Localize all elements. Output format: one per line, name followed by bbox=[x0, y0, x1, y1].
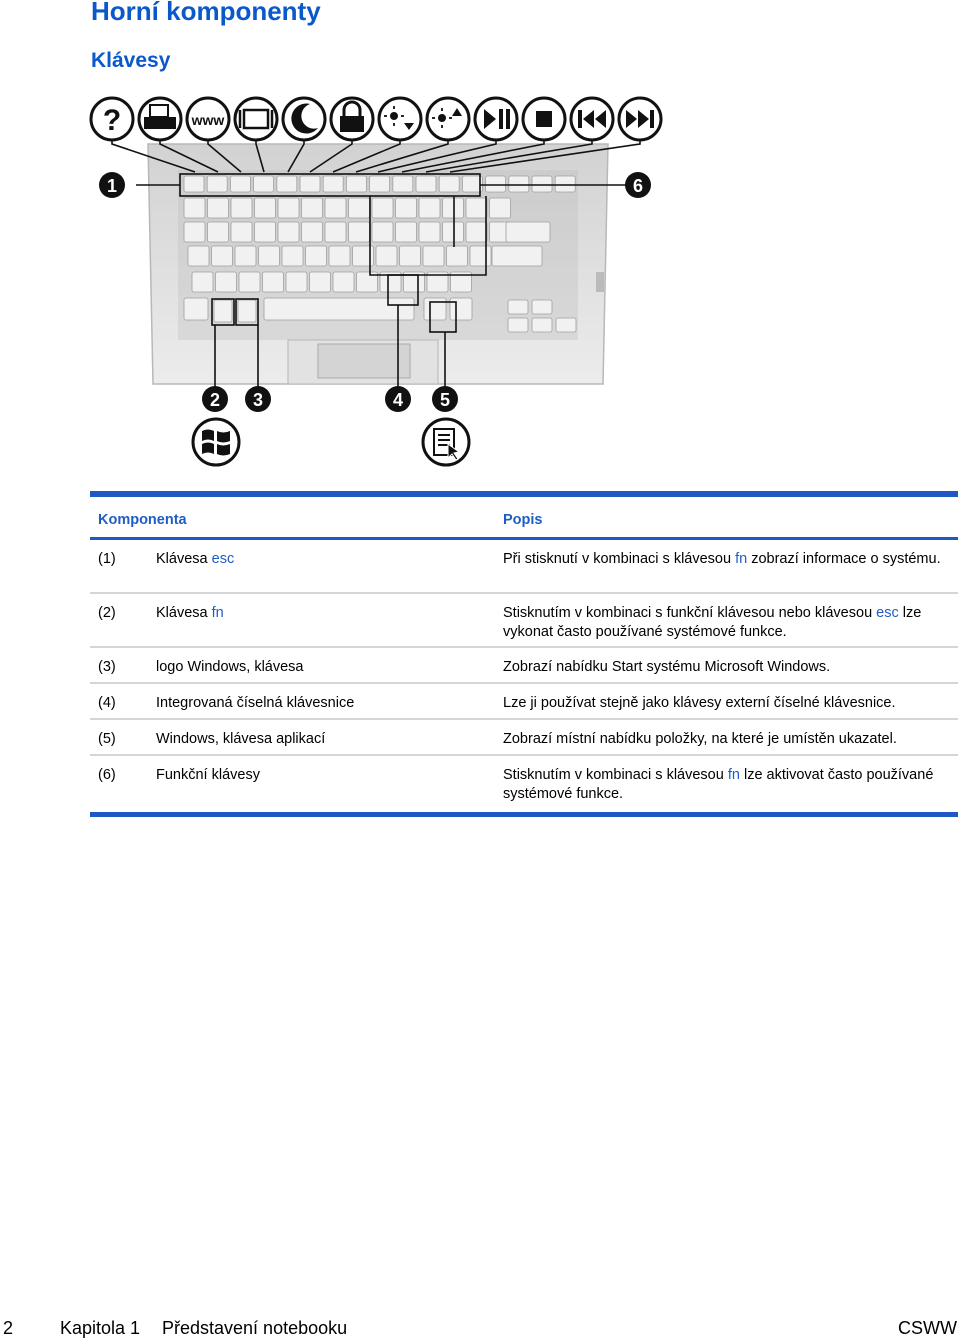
keyboard-key bbox=[263, 272, 284, 292]
row-number: (1) bbox=[98, 551, 116, 567]
keyboard-key bbox=[259, 246, 280, 266]
printer-icon bbox=[139, 98, 181, 140]
footer-code: CSWW bbox=[898, 1318, 957, 1338]
keyboard-key bbox=[212, 246, 233, 266]
keyboard-key bbox=[423, 246, 444, 266]
keyboard-figure bbox=[88, 92, 678, 472]
row-description: Stisknutím v kombinaci s funkční klávesou nebo klávesou esc lze vykonat často používané systémové funkce. bbox=[503, 605, 922, 640]
keyboard-key bbox=[282, 246, 303, 266]
function-key-icons bbox=[91, 98, 661, 140]
keyboard-key bbox=[310, 272, 331, 292]
keyboard-key bbox=[396, 222, 417, 242]
keyboard-key bbox=[508, 300, 528, 314]
keyboard-key bbox=[349, 198, 370, 218]
keyboard-key bbox=[214, 300, 232, 322]
keyboard-key bbox=[207, 176, 227, 192]
row-component: Klávesa esc bbox=[156, 551, 235, 567]
application-menu-icon bbox=[423, 419, 469, 465]
keyboard-key bbox=[506, 222, 550, 242]
keyboard-key bbox=[184, 222, 205, 242]
brightness-up-icon bbox=[427, 98, 469, 140]
keyboard-key bbox=[302, 198, 323, 218]
keyboard-key bbox=[555, 176, 575, 192]
keyboard-key bbox=[466, 198, 487, 218]
keyboard-key bbox=[255, 198, 276, 218]
keyboard-key bbox=[532, 300, 552, 314]
keyboard-key bbox=[372, 222, 393, 242]
keyboard-key bbox=[466, 222, 487, 242]
keyboard-key bbox=[509, 176, 529, 192]
callout-6 bbox=[625, 172, 651, 198]
callout-2 bbox=[202, 386, 228, 412]
keyboard-key bbox=[556, 318, 576, 332]
keyboard-key bbox=[370, 176, 390, 192]
callout-4 bbox=[385, 386, 411, 412]
keyboard-key bbox=[490, 198, 511, 218]
keyboard-key bbox=[333, 272, 354, 292]
row-description: Stisknutím v kombinaci s klávesou fn lze aktivovat často používané systémové funkce. bbox=[503, 767, 934, 802]
header-component: Komponenta bbox=[98, 512, 187, 528]
callout-5 bbox=[432, 386, 458, 412]
table-row bbox=[90, 594, 958, 648]
keyboard-key bbox=[532, 318, 552, 332]
help-icon bbox=[91, 98, 133, 140]
stop-icon bbox=[523, 98, 565, 140]
svg-text:?: ? bbox=[102, 104, 122, 137]
keyboard-key bbox=[329, 246, 350, 266]
previous-track-icon bbox=[571, 98, 613, 140]
keyboard-key bbox=[447, 246, 468, 266]
keyboard-key bbox=[306, 246, 327, 266]
keyboard-key bbox=[325, 222, 346, 242]
sleep-moon-icon bbox=[283, 98, 325, 140]
row-description: Zobrazí místní nabídku položky, na které je umístěn ukazatel. bbox=[503, 731, 897, 747]
keyboard-key bbox=[277, 176, 297, 192]
keyboard-key bbox=[231, 198, 252, 218]
header-description: Popis bbox=[503, 512, 543, 528]
keyboard-key bbox=[325, 198, 346, 218]
keyboard-key bbox=[443, 198, 464, 218]
keyboard-key bbox=[286, 272, 307, 292]
keyboard-key bbox=[323, 176, 343, 192]
keyboard-key bbox=[184, 176, 204, 192]
row-number: (6) bbox=[98, 767, 116, 783]
keyboard-key bbox=[302, 222, 323, 242]
page-number: 2 bbox=[3, 1318, 14, 1338]
keyboard-key bbox=[208, 222, 229, 242]
table-row bbox=[90, 756, 958, 812]
play-pause-icon bbox=[475, 98, 517, 140]
keyboard-key bbox=[238, 300, 256, 322]
keyboard-key bbox=[264, 298, 414, 320]
row-component: logo Windows, klávesa bbox=[156, 659, 304, 675]
row-number: (3) bbox=[98, 659, 116, 675]
keyboard-key bbox=[235, 246, 256, 266]
keyboard-key bbox=[393, 176, 413, 192]
keyboard-key bbox=[184, 298, 208, 320]
table-row bbox=[90, 684, 958, 720]
keyboard-key bbox=[254, 176, 274, 192]
keyboard-key bbox=[188, 246, 209, 266]
table-bottom-rule bbox=[90, 812, 958, 817]
row-component: Windows, klávesa aplikací bbox=[156, 731, 326, 747]
keyboard-key bbox=[396, 198, 417, 218]
keyboard-key bbox=[419, 222, 440, 242]
keyboard-key bbox=[278, 198, 299, 218]
keyboard-key bbox=[300, 176, 320, 192]
keyboard-key bbox=[372, 198, 393, 218]
page-title: Horní komponenty bbox=[91, 0, 321, 26]
svg-text:www: www bbox=[191, 112, 225, 128]
keyboard-key bbox=[470, 246, 491, 266]
svg-text:3: 3 bbox=[252, 390, 264, 410]
keyboard-key bbox=[208, 198, 229, 218]
row-number: (4) bbox=[98, 695, 116, 711]
brightness-down-icon bbox=[379, 98, 421, 140]
callout-1 bbox=[99, 172, 125, 198]
keyboard-key bbox=[231, 222, 252, 242]
keyboard-key bbox=[443, 222, 464, 242]
footer-chapter: Kapitola 1 bbox=[60, 1318, 141, 1338]
display-switch-icon bbox=[235, 98, 277, 140]
svg-text:2: 2 bbox=[209, 390, 221, 410]
keyboard-key bbox=[346, 176, 366, 192]
row-component: Integrovaná číselná klávesnice bbox=[156, 695, 355, 711]
svg-text:5: 5 bbox=[439, 390, 451, 410]
keyboard-key bbox=[239, 272, 260, 292]
svg-text:6: 6 bbox=[632, 176, 644, 196]
footer-chapter-title: Představení notebooku bbox=[162, 1318, 348, 1338]
keyboard-key bbox=[216, 272, 237, 292]
keyboard-key bbox=[255, 222, 276, 242]
keyboard-key bbox=[416, 176, 436, 192]
row-number: (5) bbox=[98, 731, 116, 747]
keyboard-key bbox=[419, 198, 440, 218]
keyboard-key bbox=[230, 176, 250, 192]
section-title: Klávesy bbox=[91, 49, 171, 72]
row-number: (2) bbox=[98, 605, 116, 621]
keyboard-key bbox=[376, 246, 397, 266]
components-table bbox=[90, 491, 958, 817]
row-description: Lze ji používat stejně jako klávesy externí číselné klávesnice. bbox=[503, 695, 896, 711]
row-component: Klávesa fn bbox=[156, 605, 224, 621]
table-header bbox=[90, 497, 958, 540]
callout-3 bbox=[245, 386, 271, 412]
svg-text:4: 4 bbox=[392, 390, 404, 410]
keyboard-key bbox=[400, 246, 421, 266]
keyboard-key bbox=[439, 176, 459, 192]
keyboard-key bbox=[508, 318, 528, 332]
svg-text:1: 1 bbox=[106, 176, 118, 196]
lock-icon bbox=[331, 98, 373, 140]
table-row bbox=[90, 648, 958, 684]
keyboard-key bbox=[492, 246, 542, 266]
next-track-icon bbox=[619, 98, 661, 140]
keyboard-key bbox=[278, 222, 299, 242]
keyboard-key bbox=[486, 176, 506, 192]
row-component: Funkční klávesy bbox=[156, 767, 260, 783]
table-row bbox=[90, 540, 958, 594]
keyboard-key bbox=[532, 176, 552, 192]
row-description: Zobrazí nabídku Start systému Microsoft Windows. bbox=[503, 659, 831, 675]
row-description: Při stisknutí v kombinaci s klávesou fn zobrazí informace o systému. bbox=[503, 551, 941, 567]
www-icon bbox=[187, 98, 229, 140]
keyboard-key bbox=[349, 222, 370, 242]
table-row bbox=[90, 720, 958, 756]
keyboard-key bbox=[184, 198, 205, 218]
keyboard-key bbox=[192, 272, 213, 292]
windows-logo-icon bbox=[193, 419, 239, 465]
